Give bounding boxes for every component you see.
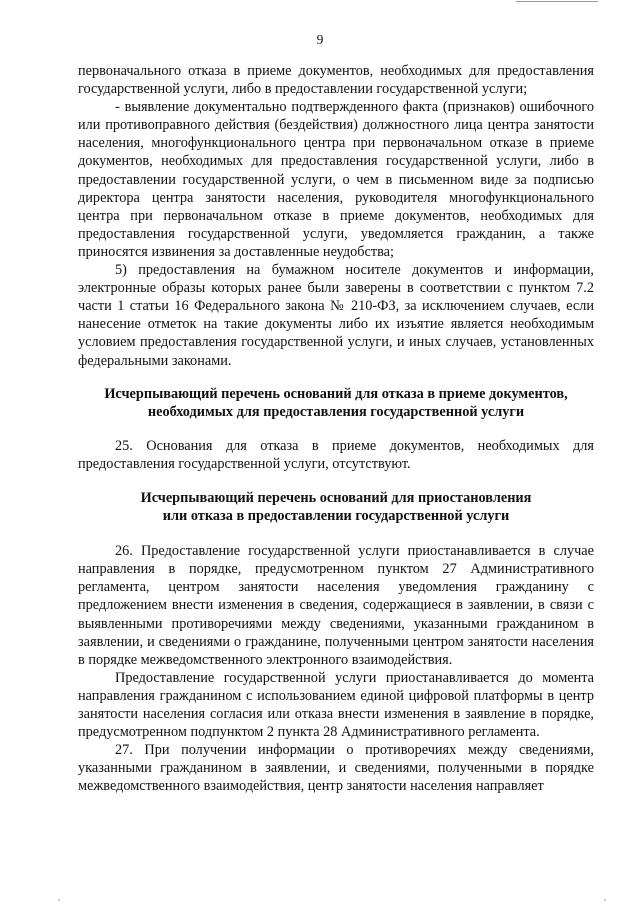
paragraph-suspension-note: Предоставление государственной услуги приостанавливается до момента направления гражданином с использованием единой цифровой платформы в центр занятости населения согласия или отказа внести изменения в заявление в порядке, предусмотренном подпунктом 2 пункта 28 Административного регламента. — [78, 669, 594, 741]
scan-corner-mark — [58, 899, 60, 901]
spacer — [78, 473, 594, 489]
section-heading-refusal-line1: Исчерпывающий перечень оснований для отказа в приеме документов, — [104, 385, 568, 402]
paragraph-dash-item: - выявление документально подтвержденного факта (признаков) ошибочного или противоправного действия (бездействия) должностного лица центра занятости населения, многофункционального центра при первоначальном отказе в приеме документов, необходимых для предоставления государственной услуги, либо в предоставлении государственной услуги, о чем в письменном виде за подписью директора центра занятости населения, руководителя многофункционального центра при первоначальном отказе в приеме документов, необходимых для предоставления государственной услуги, уведомляется гражданин, а также приносятся извинения за доставленные неудобства; — [78, 99, 594, 260]
spacer — [78, 421, 594, 437]
paragraph-item-5: 5) предоставления на бумажном носителе документов и информации, электронные образы которых ранее были заверены в соответствии с пунктом 7.2 части 1 статьи 16 Федерального закона № 210-ФЗ, за исключением случаев, если нанесение отметок на такие документы либо их изъятие является необходимым условием предоставления государственной услуги, и иных случаев, установленных федеральными законами. — [78, 262, 594, 369]
paragraph-27: 27. При получении информации о противоречиях между сведениями, указанными гражданином в заявлении, и сведениями, полученными в порядке межведомственного взаимодействия, центр занятости населения направляет — [78, 742, 594, 795]
paragraph-25: 25. Основания для отказа в приеме документов, необходимых для предоставления государственной услуги, отсутствуют. — [78, 437, 594, 472]
section-heading-suspension-line2: или отказа в предоставлении государственной услуги — [162, 508, 510, 525]
section-heading-suspension-line1: Исчерпывающий перечень оснований для приостановления — [140, 489, 532, 506]
spacer — [78, 525, 594, 542]
paragraph-26: 26. Предоставление государственной услуги приостанавливается в случае направления в порядке, предусмотренном пунктом 27 Административного регламента, центром занятости населения уведомления гражданину с предложением внести изменения в сведения, содержащиеся в заявлении, в связи с выявленными противоречиями между сведениями, указанными гражданином в заявлении, и сведениями о гражданине, полученными центром занятости населения в порядке межведомственного электронного взаимодействия. — [78, 543, 594, 668]
document-body — [78, 62, 594, 795]
scan-corner-mark — [604, 899, 606, 901]
section-heading-refusal-line2: необходимых для предоставления государственной услуги — [147, 403, 525, 420]
top-edge-rule — [516, 1, 598, 2]
page-number: 9 — [316, 32, 324, 47]
spacer — [78, 370, 594, 385]
paragraph-continuation: первоначального отказа в приеме документов, необходимых для предоставления государственной услуги, либо в предоставлении государственной услуги; — [78, 63, 594, 98]
